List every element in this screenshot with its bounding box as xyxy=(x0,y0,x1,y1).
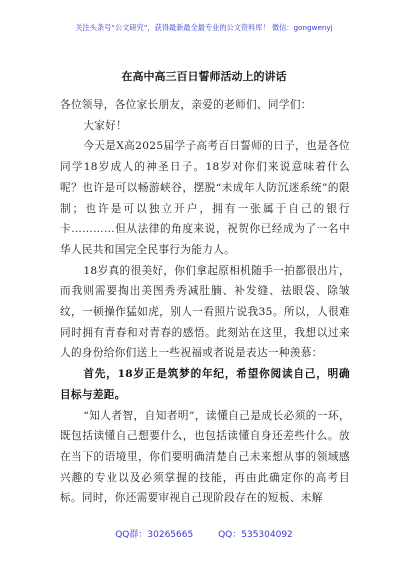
page-footer xyxy=(0,527,408,540)
document-body xyxy=(60,95,350,509)
emphasis-heading: 首先，18岁正是筑梦的年纪，希望你阅读自己，明确目标与差距。 xyxy=(60,368,350,401)
qq-contact-number: QQ：535304092 xyxy=(218,530,293,540)
qq-group-number: QQ群：30265665 xyxy=(115,530,194,540)
paragraph-3: “知人者智，自知者明”，读懂自己是成长必须的一环，既包括读懂自己想要什么，也包括读懂自身还差些什么。放在当下的语境里，你们要明确清楚自己未来想从事的领域感兴趣的专业以及必须掌握的技能，再由此确定你的高考目标。同时，你还需要审视自己现阶段存在的短板、未解 xyxy=(60,409,350,505)
page-header-banner: 关注头条号“公文研究”，获得最新最全最专业的公文资料库！ 微信：gongwenyj xyxy=(75,23,333,32)
paragraph-2: 18岁真的很美好，你们拿起原相机随手一拍都很出片，而我则需要掏出美图秀秀减肚腩、补发缝、祛眼袋、除皱纹，一顿操作猛如虎，别人一看照片说我35。所以，人很难同时拥有青春和对青春的感悟。此刻站在这里，我想以过来人的身份给你们送上一些祝福或者说是表达一种羡慕： xyxy=(60,264,350,360)
document-title: 在高中高三百日誓师活动上的讲话 xyxy=(121,70,287,83)
salutation: 大家好！ xyxy=(83,119,128,132)
paragraph-1: 今天是X高2025届学子高考百日誓师的日子，也是各位同学18岁成人的神圣日子。18岁对你们来说意味着什么呢？也许是可以畅游峡谷，摆脱“未成年人防沉迷系统”的限制；也许是可以独立开户，拥有一张属于自己的银行卡…………但从法律的角度来说，祝贺你已经成为了一名中华人民共和国完全民事行为能力人。 xyxy=(60,140,350,256)
greeting: 各位领导，各位家长朋友，亲爱的老师们、同学们： xyxy=(60,99,312,111)
